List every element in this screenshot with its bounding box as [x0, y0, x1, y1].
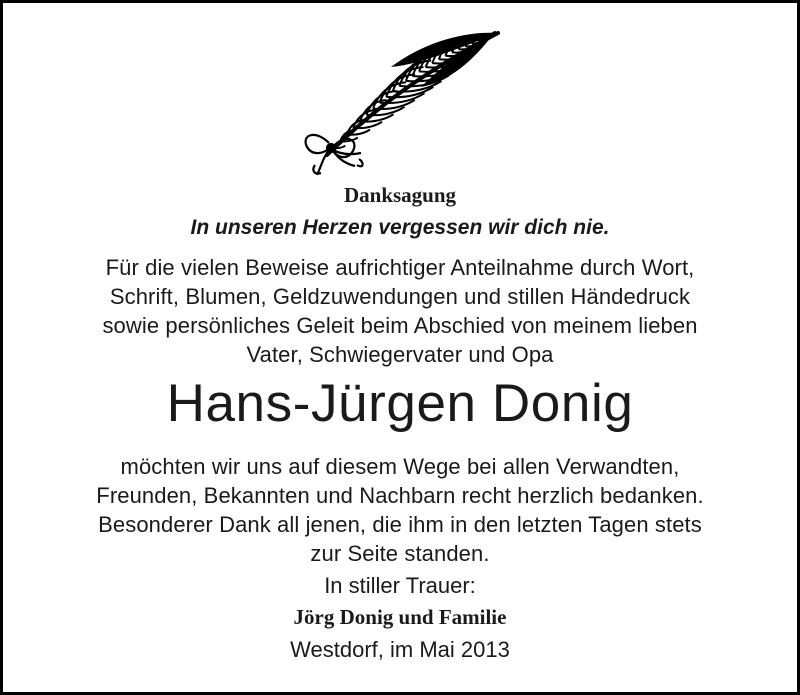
intro-line: sowie persönliches Geleit beim Abschied von meinem lieben: [102, 313, 698, 338]
thanks-line: zur Seite standen.: [310, 541, 490, 566]
intro-line: Schrift, Blumen, Geldzuwendungen und stillen Händedruck: [109, 284, 691, 309]
mourning-label: In stiller Trauer:: [324, 573, 476, 598]
intro-line: Vater, Schwiegervater und Opa: [246, 342, 554, 367]
place-date: Westdorf, im Mai 2013: [290, 637, 510, 662]
palm-frond-with-bow-icon: [293, 25, 511, 175]
thanks-line: Freunden, Bekannten und Nachbarn recht herzlich bedanken.: [96, 483, 704, 508]
notice-heading: Danksagung: [343, 183, 457, 207]
thanks-line: Besonderer Dank all jenen, die ihm in den letzten Tagen stets: [98, 512, 702, 537]
thanks-line: möchten wir uns auf diesem Wege bei allen Verwandten,: [120, 454, 680, 479]
deceased-name: Hans-Jürgen Donig: [166, 374, 634, 433]
signature: Jörg Donig und Familie: [293, 605, 507, 629]
intro-line: Für die vielen Beweise aufrichtiger Anteilnahme durch Wort,: [105, 255, 695, 280]
notice-motto: In unseren Herzen vergessen wir dich nie.: [190, 216, 610, 239]
